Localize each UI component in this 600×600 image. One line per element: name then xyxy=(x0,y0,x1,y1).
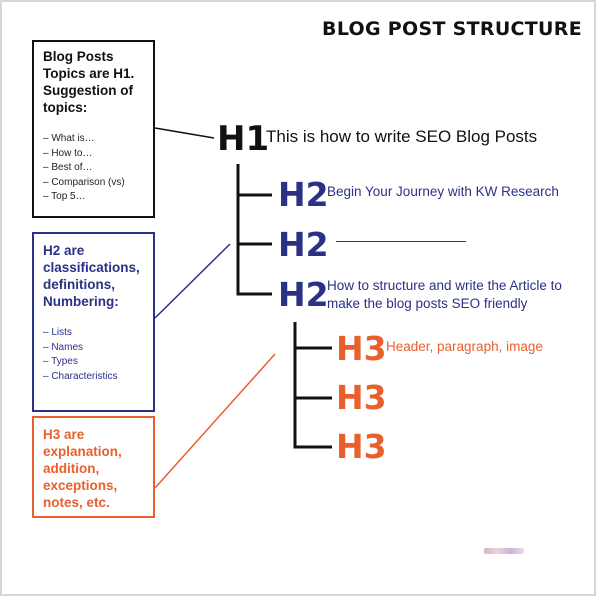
list-item: – Best of… xyxy=(43,162,93,173)
h3-tag-3: H3 xyxy=(336,427,387,466)
h2-description-1: Begin Your Journey with KW Research xyxy=(327,184,559,199)
list-item: – Top 5… xyxy=(43,191,86,202)
diagram-title: BLOG POST STRUCTURE xyxy=(322,18,582,40)
list-item: – Names xyxy=(43,341,84,353)
h2-tag-3: H2 xyxy=(278,275,329,314)
list-item: – Comparison (vs) xyxy=(43,176,125,188)
h3-tag-1: H3 xyxy=(336,329,387,368)
h2-placeholder-line xyxy=(336,241,466,242)
h2-topic-list xyxy=(43,326,145,384)
list-item: – Lists xyxy=(43,327,72,338)
h2-info-heading: H2 are classifications, definitions, Numbering: xyxy=(43,243,140,309)
h1-topic-list xyxy=(43,132,145,205)
h1-info-heading: Blog Posts Topics are H1. Suggestion of topics: xyxy=(43,49,135,115)
h1-box-connector xyxy=(155,128,214,138)
list-item: – Characteristics xyxy=(43,370,118,382)
h3-description-1: Header, paragraph, image xyxy=(386,339,543,354)
h1-info-box xyxy=(32,40,155,218)
h2-box-connector xyxy=(155,244,230,318)
h2-description-3: How to structure and write the Article to make the blog posts SEO friendly xyxy=(327,278,562,311)
h3-info-heading: H3 are explanation, addition, exceptions, notes, etc. xyxy=(43,427,122,510)
h2-info-box xyxy=(32,232,155,412)
watermark-mark xyxy=(484,548,524,554)
list-item: – How to… xyxy=(43,147,93,159)
list-item: – Types xyxy=(43,356,78,367)
h2-tag-1: H2 xyxy=(278,175,329,214)
list-item: – What is… xyxy=(43,133,95,144)
h1-tag: H1 xyxy=(217,119,270,159)
h3-tag-2: H3 xyxy=(336,378,387,417)
h3-box-connector xyxy=(155,354,275,488)
h3-info-box xyxy=(32,416,155,518)
h2-tag-2: H2 xyxy=(278,225,329,264)
h1-description: This is how to write SEO Blog Posts xyxy=(266,127,538,146)
